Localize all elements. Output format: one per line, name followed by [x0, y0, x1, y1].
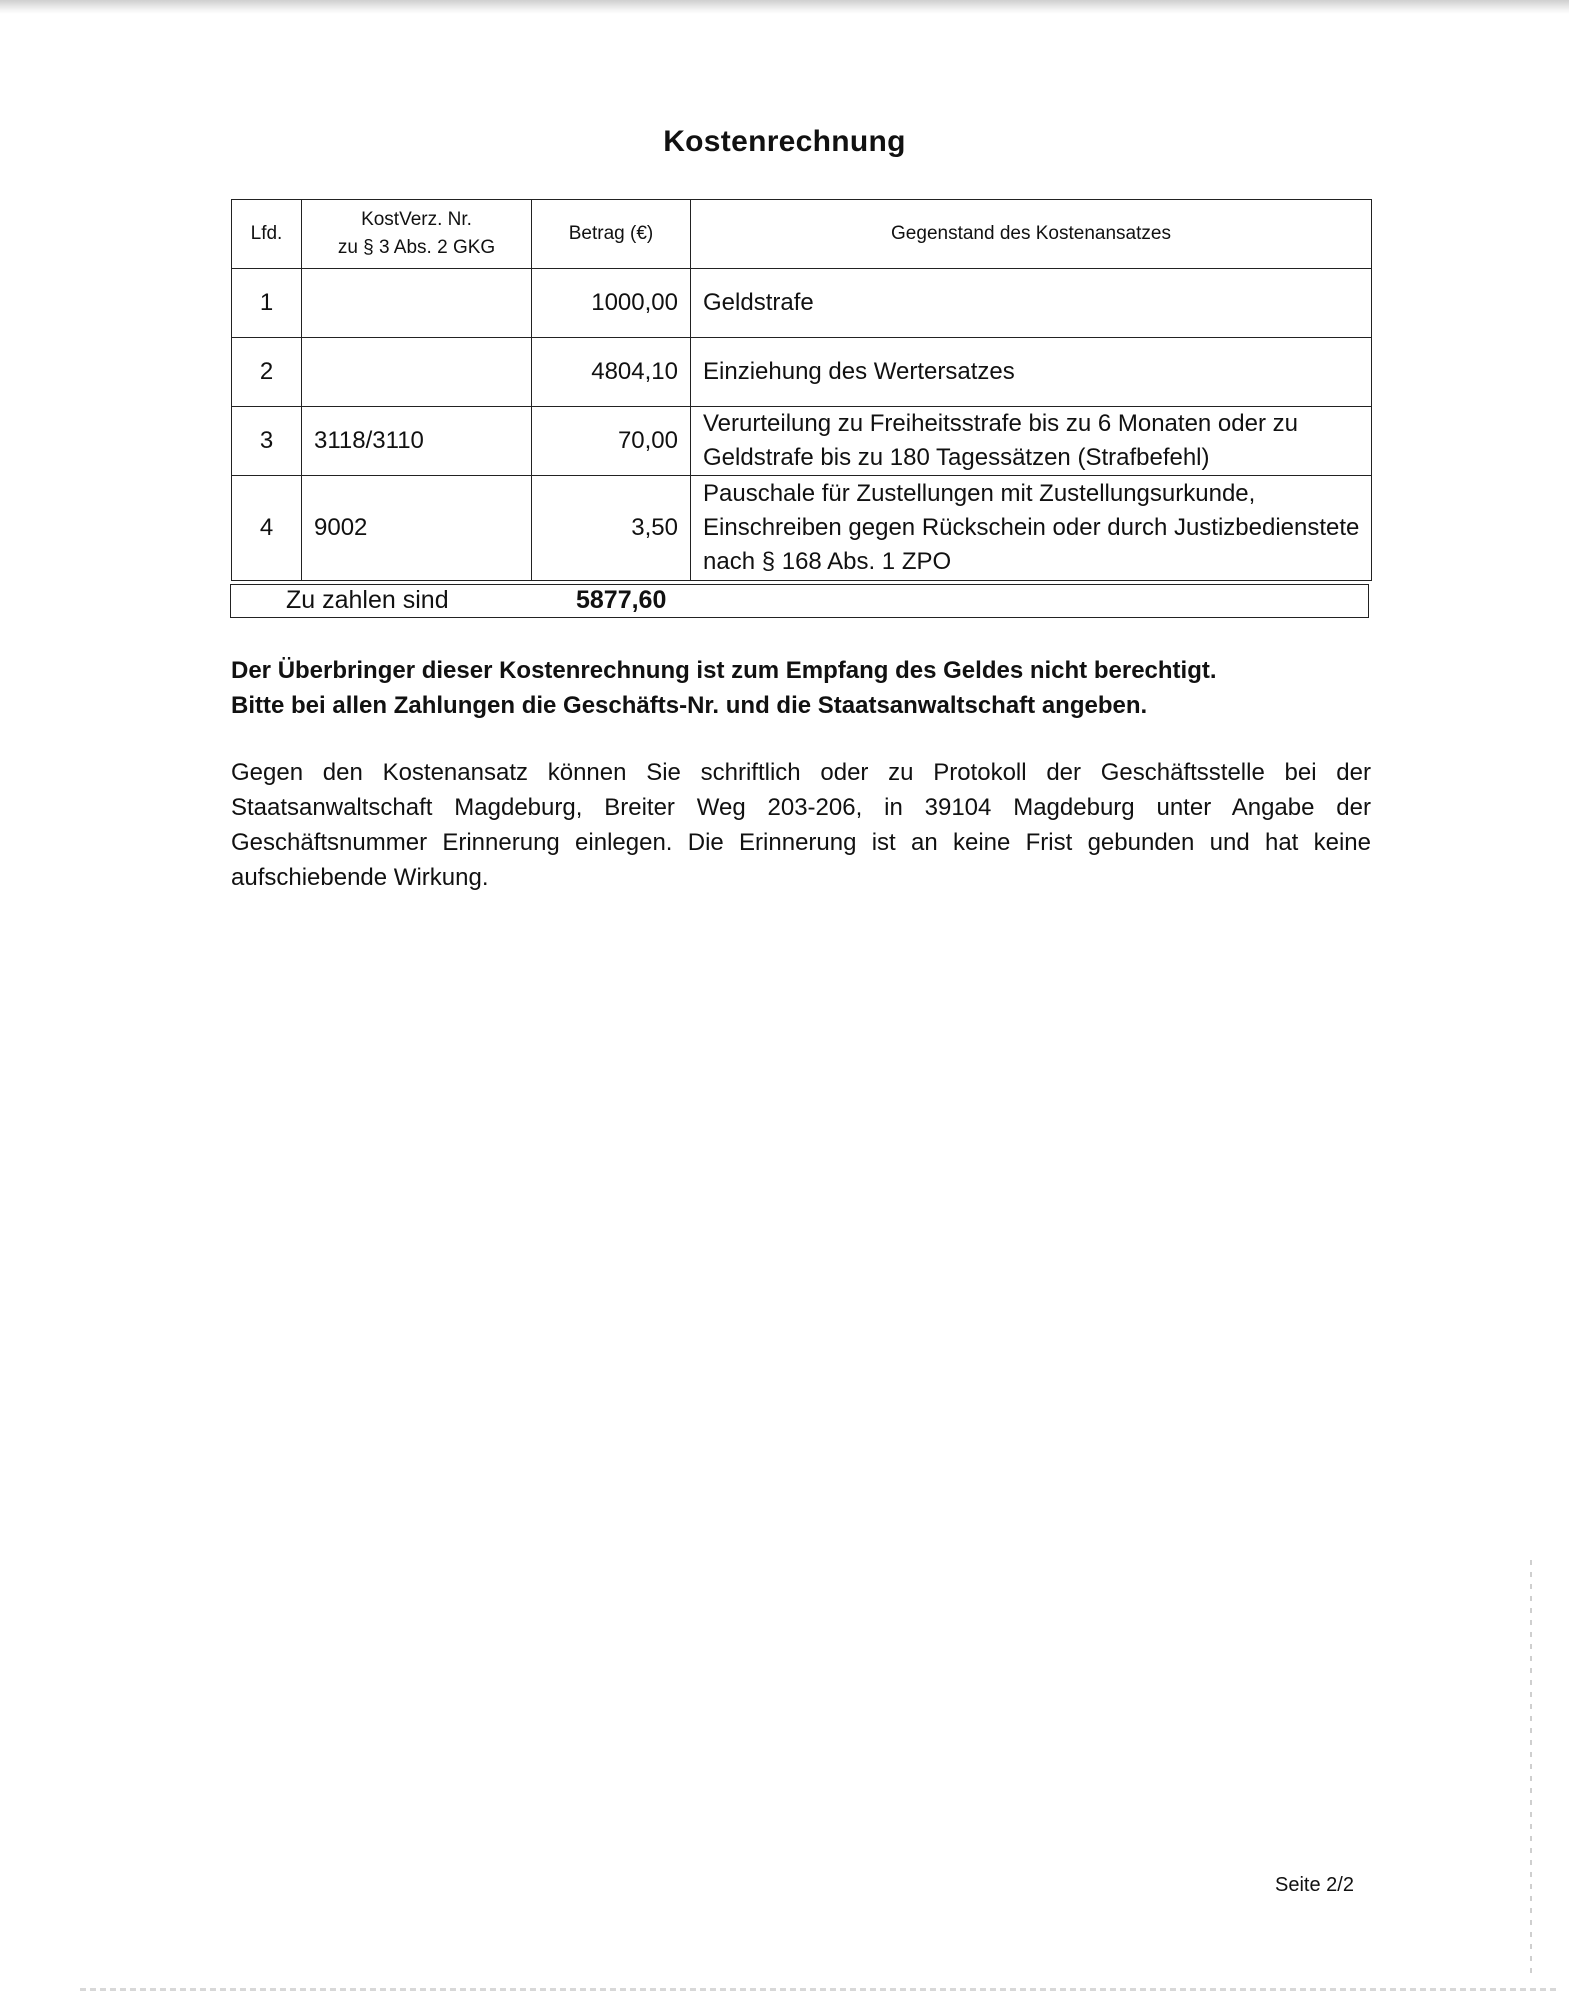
cell-kostverz-nr: [302, 269, 532, 338]
table-row: [232, 407, 1372, 476]
scan-edge-top: [0, 0, 1569, 14]
cell-betrag: 3,50: [532, 476, 691, 581]
header-gegenstand: Gegenstand des Kostenansatzes: [691, 200, 1372, 269]
total-label: Zu zahlen sind: [286, 586, 449, 614]
cell-betrag: 70,00: [532, 407, 691, 476]
header-kostverz-nr: [302, 200, 532, 269]
cell-lfd: 1: [232, 269, 302, 338]
scan-edge-right: [1530, 1560, 1532, 1980]
cell-gegenstand: Verurteilung zu Freiheitsstrafe bis zu 6 Monaten oder zu Geldstrafe bis zu 180 Tagessätzen (Strafbefehl): [691, 407, 1372, 476]
cell-lfd: 3: [232, 407, 302, 476]
total-row: [230, 584, 1369, 618]
cell-gegenstand: Pauschale für Zustellungen mit Zustellungsurkunde, Einschreiben gegen Rückschein oder durch Justizbedienstete nach § 168 Abs. 1 ZPO: [691, 476, 1372, 581]
header-lfd: Lfd.: [232, 200, 302, 269]
table-row: [232, 476, 1372, 581]
header-nr-line1: KostVerz. Nr.: [361, 209, 472, 230]
document-title: Kostenrechnung: [663, 125, 906, 158]
cell-gegenstand: Einziehung des Wertersatzes: [691, 338, 1372, 407]
table-header-row: [232, 200, 1372, 269]
cell-gegenstand: Geldstrafe: [691, 269, 1372, 338]
scan-edge-bottom: [80, 1988, 1560, 1991]
notice-line-1: Der Überbringer dieser Kostenrechnung ist zum Empfang des Geldes nicht berechtigt.: [231, 657, 1217, 684]
cell-kostverz-nr: [302, 338, 532, 407]
table-row: [232, 338, 1372, 407]
header-betrag: Betrag (€): [532, 200, 691, 269]
notice-line-2: Bitte bei allen Zahlungen die Geschäfts-Nr. und die Staatsanwaltschaft angeben.: [231, 692, 1148, 719]
page-number: Seite 2/2: [1275, 1874, 1354, 1896]
legal-remedy-paragraph: Gegen den Kostenansatz können Sie schriftlich oder zu Protokoll der Geschäftsstelle bei der Staatsanwaltschaft Magdeburg, Breiter Weg 203-206, in 39104 Magdeburg unter Angabe der Geschäftsnummer Erinnerung einlegen. Die Erinnerung ist an keine Frist gebunden und hat keine aufschiebende Wirkung.: [231, 759, 1371, 891]
cell-betrag: 1000,00: [532, 269, 691, 338]
cell-kostverz-nr: 9002: [302, 476, 532, 581]
header-nr-line2: zu § 3 Abs. 2 GKG: [337, 237, 496, 258]
cell-lfd: 2: [232, 338, 302, 407]
cost-table: [231, 199, 1372, 581]
cell-lfd: 4: [232, 476, 302, 581]
table-row: [232, 269, 1372, 338]
total-amount: 5877,60: [576, 586, 667, 614]
cell-kostverz-nr: 3118/3110: [302, 407, 532, 476]
cell-betrag: 4804,10: [532, 338, 691, 407]
payment-notice: [231, 653, 1371, 723]
